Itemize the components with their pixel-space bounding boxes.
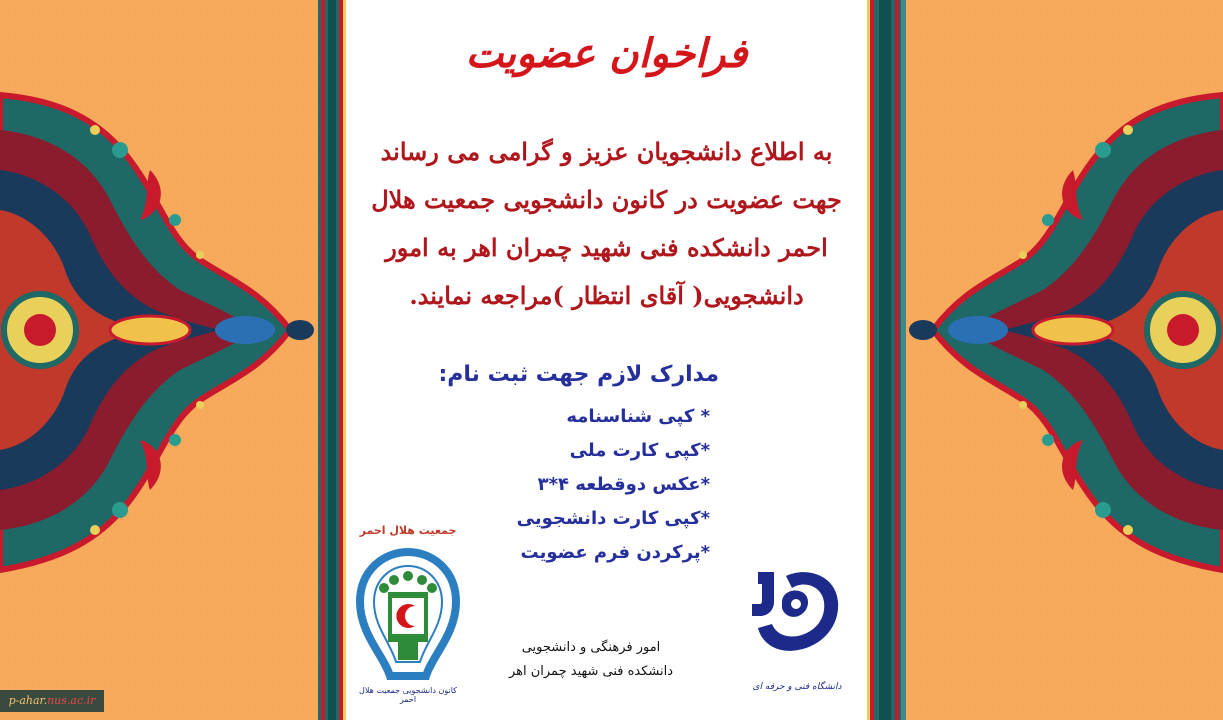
tvu-logo bbox=[738, 562, 856, 702]
footer-line: دانشکده فنی شهید چمران اهر bbox=[508, 664, 674, 679]
footer-line: امور فرهنگی و دانشجویی bbox=[521, 640, 661, 655]
list-item: *کپی کارت دانشجویی bbox=[516, 508, 710, 529]
body-line: به اطلاع دانشجویان عزیز و گرامی می رساند bbox=[380, 137, 833, 166]
watermark-prefix: p-ahar. bbox=[8, 694, 48, 707]
logo-bottom-text: کانون دانشجویی جمعیت هلال احمر bbox=[359, 686, 457, 704]
red-crescent-emblem-icon bbox=[352, 538, 464, 688]
body-line: جهت عضویت در کانون دانشجویی جمعیت هلال bbox=[371, 185, 842, 214]
tvu-emblem-icon bbox=[738, 562, 856, 682]
right-ornament-panel bbox=[906, 0, 1223, 720]
poster-title: فراخوان عضویت bbox=[465, 30, 748, 77]
announcement-text bbox=[354, 128, 859, 320]
body-line: احمر دانشکده فنی شهید چمران اهر به امور bbox=[385, 233, 828, 262]
logo-caption: جمعیت هلال احمر bbox=[359, 524, 457, 537]
red-crescent-logo bbox=[352, 524, 464, 704]
right-border-strip bbox=[867, 0, 906, 720]
site-watermark bbox=[0, 690, 104, 712]
left-ornament-panel bbox=[0, 0, 318, 720]
body-line: دانشجویی( آقای انتظار )مراجعه نمایند. bbox=[409, 281, 804, 310]
watermark-domain: nus.ac.ir bbox=[47, 694, 96, 707]
documents-list bbox=[517, 400, 710, 570]
list-item: *کپی کارت ملی bbox=[569, 440, 710, 461]
list-item: *عکس دوقطعه ۴*۳ bbox=[537, 474, 710, 495]
left-border-strip bbox=[318, 0, 346, 720]
list-item: * کپی شناسنامه bbox=[566, 406, 710, 427]
right-ornament-icon bbox=[906, 0, 1223, 720]
documents-heading: مدارک لازم جهت ثبت نام: bbox=[438, 362, 719, 387]
announcement-panel bbox=[346, 0, 867, 720]
list-item: *پرکردن فرم عضویت bbox=[520, 542, 710, 563]
tvu-caption: دانشگاه فنی و حرفه ای bbox=[752, 682, 842, 692]
footer-text bbox=[476, 636, 706, 684]
left-ornament-icon bbox=[0, 0, 318, 720]
